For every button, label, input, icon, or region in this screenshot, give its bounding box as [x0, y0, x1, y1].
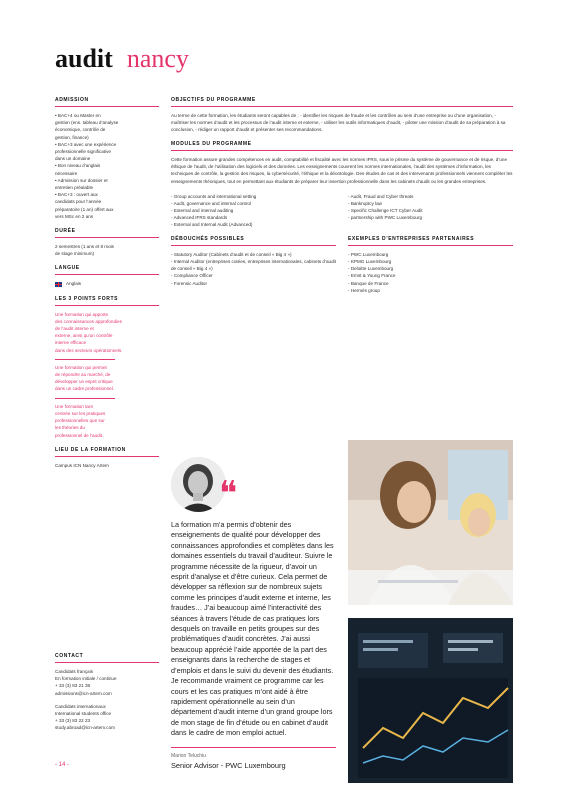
admission-line: gestion (ens. tableau d’analyse	[55, 120, 119, 126]
dashboard-photo	[348, 618, 513, 783]
entreprise-item: - Hermès group	[348, 287, 513, 294]
entreprise-item: - Deloitte Luxembourg	[348, 265, 513, 272]
objectifs-text: Au terme de cette formation, les étudiants seront capables de : - identifier les risques de fraude et les contrôles au sein d’une entreprise ou d’une organisation, - maîtriser les normes d’audit et les processus de l’audit interne et externe, - utiliser les outils informatiques d’audit, - piloter une mission d’audit de sa préparation à sa conclusion, - rédiger un rapport d’audit et présenter ses recommandations.	[171, 113, 506, 133]
contact-email-link[interactable]: study.abroad@icn-artem.com	[55, 725, 115, 731]
module-item: - Advanced IFRS standards	[171, 214, 336, 221]
module-item: - Audit, Fraud and Cyber threats	[348, 193, 513, 200]
debouches-heading: DÉBOUCHÉS POSSIBLES	[171, 236, 336, 246]
quote-mark-icon: ❝	[219, 474, 238, 514]
admission-line: économique, contrôle de	[55, 127, 106, 133]
point-line: professionnel de l’audit.	[55, 432, 104, 438]
module-item: - partnership with PWC Luxembourg	[348, 214, 513, 221]
admission-line: gestion, finance)	[55, 134, 89, 140]
admission-line: préparatoire (1 an) offert aux	[55, 206, 114, 212]
contact-line: Candidats français	[55, 669, 94, 674]
points-forts-section	[55, 296, 159, 439]
admission-line: • BAC+3 : ouvert aux	[55, 192, 98, 198]
module-item: - Audit, governance and internal control	[171, 200, 336, 207]
modules-section	[171, 141, 513, 228]
langue-value-row	[55, 280, 159, 287]
admission-line: nécessaire	[55, 170, 78, 176]
contact-fr	[55, 668, 159, 697]
entreprises-section	[348, 236, 513, 294]
modules-list-right	[348, 193, 513, 228]
debouches-list	[171, 251, 336, 286]
entreprise-item: - KPMG Luxembourg	[348, 258, 513, 265]
testimonial	[171, 457, 336, 770]
dashboard-image	[348, 618, 513, 783]
langue-heading: LANGUE	[55, 265, 159, 275]
point-line: Une formation tant	[55, 403, 93, 409]
point-line: des connaissances approfondies	[55, 318, 122, 324]
contact-heading: CONTACT	[55, 653, 159, 663]
contact-section	[55, 653, 159, 732]
contact-phone[interactable]: + 33 (3) 83 21 38	[55, 683, 91, 689]
students-image	[348, 440, 513, 605]
lieu-text	[55, 462, 159, 469]
objectifs-section	[171, 97, 513, 133]
divider	[55, 398, 115, 399]
contact-line: International students office	[55, 711, 112, 717]
langue-section	[55, 265, 159, 287]
contact-line: Candidats internationaux	[55, 703, 106, 709]
module-item: - External and internal auditing	[171, 207, 336, 214]
point-line: externe, ainsi qu’un contrôle	[55, 333, 113, 339]
contact-email-link[interactable]: admissions@icn-artem.com	[55, 690, 112, 696]
testimonial-role: Senior Advisor - PWC Luxembourg	[171, 760, 286, 770]
point-fort-3	[55, 403, 159, 439]
admission-line: dans un domaine	[55, 156, 91, 162]
module-item: - Bankruptcy law	[348, 200, 513, 207]
admission-line: entretien préalable	[55, 185, 94, 191]
debouche-item: - Forensic Auditor	[171, 280, 336, 287]
lieu-section	[55, 447, 159, 469]
entreprise-item: - PWC Luxembourg	[348, 251, 513, 258]
lieu-line: Campus ICN Nancy Artem	[55, 462, 109, 468]
divider	[171, 747, 336, 748]
module-item: - Specific Challenge ICT Cyber Audit	[348, 207, 513, 214]
contact-line: En formation initiale / continue	[55, 676, 117, 682]
modules-list	[171, 193, 513, 228]
modules-list-left	[171, 193, 336, 228]
testimonial-portrait	[171, 457, 226, 512]
point-line: de répondre au marché, de	[55, 372, 111, 378]
sidebar	[55, 97, 159, 477]
main-column	[171, 97, 513, 294]
admission-line: • Bon niveau d’anglais	[55, 163, 101, 169]
admission-section	[55, 97, 159, 220]
modules-text: Cette formation assure grandes compétences en audit, comptabilité et fiscalité avec les normes IFRS, sous le prisme du système de gouvernance et de risque, d’une éthique de l’audit, de l’utilisation des logiciels et des données. Les enseignements couvrent les normes internationales, l’audit des systèmes d’information, les techniques de contrôle, la gestion des risques, la cybersécurité, l’éthique et la déontologie. Des études de cas et des intervenants professionnels viennent compléter les enseignements théoriques, tout en permettant aux étudiants de préparer leur insertion professionnelle dans les cabinets d’audit ou les grandes entreprises.	[171, 157, 513, 184]
debouche-item: - Statutory Auditor (Cabinets d’audit et de conseil « Big 4 »)	[171, 251, 336, 258]
page-number: - 14 -	[55, 762, 70, 768]
entreprises-list	[348, 251, 513, 294]
title-word-nancy: nancy	[126, 44, 189, 73]
point-fort-2	[55, 364, 159, 393]
admission-line: vers MSc en 2 ans	[55, 213, 94, 219]
admission-line: • BAC+3 avec une expérience	[55, 141, 117, 147]
point-line: dans des secteurs opérationnels.	[55, 347, 123, 353]
point-line: professionnelles que sur	[55, 418, 105, 424]
page-title	[55, 44, 189, 74]
admission-line: professionnelle significative	[55, 149, 111, 155]
divider	[55, 359, 115, 360]
duree-line: 2 semestres (1 ans et 8 mois	[55, 244, 114, 250]
admission-heading: ADMISSION	[55, 97, 159, 107]
module-item: - Group accounts and international setting	[171, 193, 336, 200]
entreprises-heading: EXEMPLES D’ENTREPRISES PARTENAIRES	[348, 236, 513, 246]
module-item: - External and Internal Audit (Advanced)	[171, 221, 336, 228]
modules-heading: MODULES DU PROGRAMME	[171, 141, 513, 151]
uk-flag-icon	[55, 282, 62, 287]
duree-section	[55, 228, 159, 257]
contact-phone[interactable]: + 33 (3) 83 22 23	[55, 718, 91, 724]
debouche-item: - Compliance Officer	[171, 272, 336, 279]
duree-line: de stage minimum)	[55, 251, 95, 257]
lieu-heading: LIEU DE LA FORMATION	[55, 447, 159, 457]
admission-line: • Admission sur dossier et	[55, 177, 108, 183]
careers-partners-row	[171, 236, 513, 294]
objectifs-heading: OBJECTIFS DU PROGRAMME	[171, 97, 513, 107]
point-line: centrée sur les pratiques	[55, 410, 106, 416]
title-word-audit: audit	[55, 44, 113, 73]
students-photo	[348, 440, 513, 605]
duree-heading: DURÉE	[55, 228, 159, 238]
point-fort-1	[55, 311, 159, 354]
testimonial-quote: La formation m’a permis d’obtenir des enseignements de qualité pour développer des connaissances approfondies et complètes dans les domaines essentiels du travail d’auditeur. Suivre le programme nécessite de la rigueur, d’avoir un esprit d’analyse et d’être curieux. Cela permet de développer sa réflexion sur de nombreux sujets comme les principes d’audit externe et interne, les fraudes… J’ai beaucoup aimé l’interactivité des séances à travers l’étude de cas pratiques lors desquels on travaille en petits groupes sur des problématiques d’audit concrètes. J’ai aussi beaucoup apprécié l’aide apportée de la part des enseignants dans la recherche de stages et d’emplois et dans le suivi du devenir des étudiants. Je recommande vraiment ce programme car les cours et les cas pratiques m’ont aidé à être rapidement opérationnelle au sein d’un département d’audit interne d’un grand groupe lors de mon stage de fin d’étude ou en cabinet d’audit dans le cadre de mon emploi actuel.	[171, 520, 334, 738]
point-line: interne efficace	[55, 340, 87, 346]
debouches-section	[171, 236, 336, 294]
entreprise-item: - Ernst & Young France	[348, 272, 513, 279]
point-line: les théories du	[55, 425, 85, 431]
langue-value: Anglais	[66, 281, 82, 287]
testimonial-name: Marion Teluchiu	[171, 752, 206, 759]
point-line: développer un esprit critique	[55, 379, 113, 385]
points-forts-heading: LES 3 POINTS FORTS	[55, 296, 159, 306]
entreprise-item: - Banque de France	[348, 280, 513, 287]
debouche-item: - Internal Auditor (entreprises cotées, entreprises internationales, cabinets d’audit de conseil « Big 4 »)	[171, 258, 336, 272]
point-line: Une formation qui permet	[55, 364, 107, 370]
duree-text	[55, 243, 159, 257]
portrait-image	[171, 457, 226, 512]
point-line: de l’audit interne et	[55, 326, 94, 332]
point-line: dans un cadre professionnel.	[55, 386, 114, 392]
contact-intl	[55, 703, 159, 732]
admission-line: • BAC+4 ou Master en	[55, 113, 101, 118]
admission-line: candidats pour l’année	[55, 199, 102, 205]
admission-text	[55, 112, 159, 220]
point-line: Une formation qui apporte	[55, 311, 109, 317]
